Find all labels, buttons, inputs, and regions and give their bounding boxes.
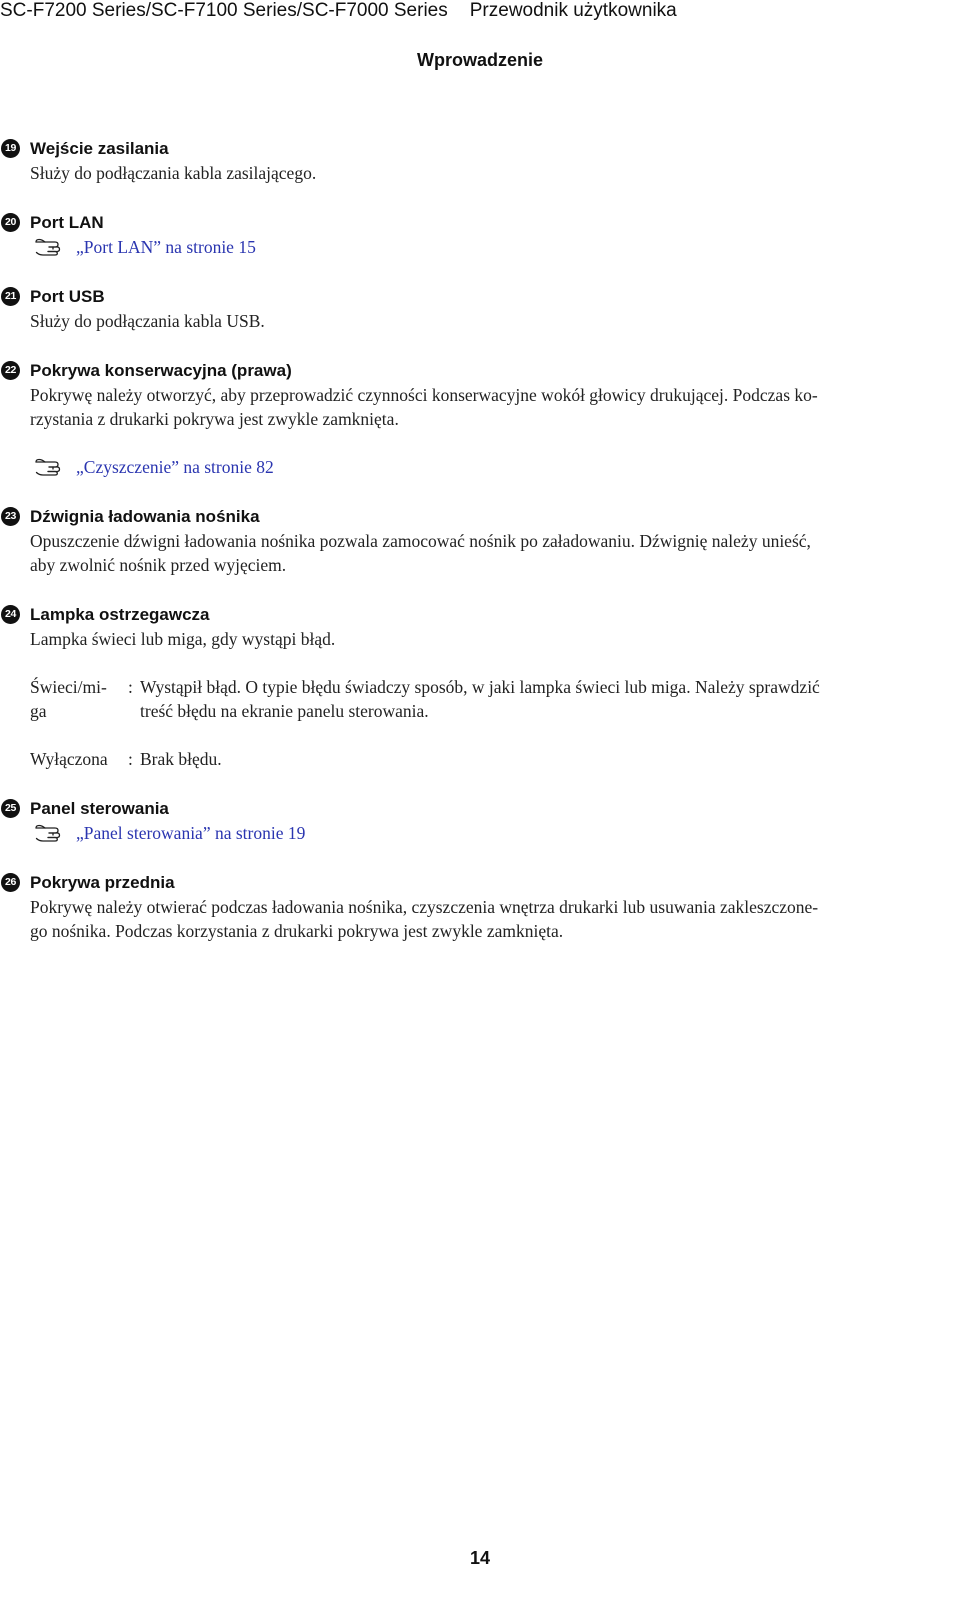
running-header xyxy=(0,0,677,22)
item-number-badge: 26 xyxy=(1,873,20,892)
status-term-line: Wyłączona xyxy=(30,749,108,769)
item-title: Port LAN xyxy=(30,213,104,232)
cross-reference-link[interactable]: „Port LAN” na stronie 15 xyxy=(76,237,256,257)
item-description xyxy=(30,383,955,431)
cross-reference-link[interactable]: „Czyszczenie” na stronie 82 xyxy=(76,457,274,477)
item-number-badge: 22 xyxy=(1,361,20,380)
item-title: Dźwignia ładowania nośnika xyxy=(30,507,260,526)
item-media-loading-lever xyxy=(0,505,955,577)
status-description-line: Wystąpił błąd. O typie błędu świadczy sposób, w jaki lampka świeci lub miga. Należy sprawdzić xyxy=(140,677,820,697)
item-lan-port xyxy=(0,211,955,259)
status-description-line: Brak błędu. xyxy=(140,749,222,769)
item-number-badge: 19 xyxy=(1,139,20,158)
item-number-badge: 20 xyxy=(1,213,20,232)
status-row-off xyxy=(30,747,955,771)
description-line: aby zwolnić nośnik przed wyjęciem. xyxy=(30,555,287,575)
cross-reference-link[interactable]: „Panel sterowania” na stronie 19 xyxy=(76,823,306,843)
item-description: Służy do podłączania kabla zasilającego. xyxy=(30,163,317,183)
item-alert-light xyxy=(0,603,955,771)
description-line: Pokrywę należy otworzyć, aby przeprowadzić czynności konserwacyjne wokół głowicy drukującej. Podczas ko- xyxy=(30,385,818,405)
header-product: SC-F7200 Series/SC-F7100 Series/SC-F7000 Series xyxy=(0,0,448,21)
item-number-badge: 23 xyxy=(1,507,20,526)
item-description xyxy=(30,895,955,943)
status-term-line: Świeci/mi- xyxy=(30,677,107,697)
item-title: Pokrywa przednia xyxy=(30,873,175,892)
item-title: Wejście zasilania xyxy=(30,139,169,158)
description-line: rzystania z drukarki pokrywa jest zwykle zamknięta. xyxy=(30,409,399,429)
status-term xyxy=(30,675,128,723)
cross-reference xyxy=(30,455,955,479)
pointing-hand-icon xyxy=(30,458,66,476)
cross-reference xyxy=(30,235,955,259)
item-usb-port xyxy=(0,285,955,333)
item-title: Lampka ostrzegawcza xyxy=(30,605,210,624)
item-description xyxy=(30,529,955,577)
item-number-badge: 21 xyxy=(1,287,20,306)
item-number-badge: 24 xyxy=(1,605,20,624)
item-front-cover xyxy=(0,871,955,943)
description-line: Pokrywę należy otwierać podczas ładowania nośnika, czyszczenia wnętrza drukarki lub usuwania zakleszczone- xyxy=(30,897,819,917)
item-description: Lampka świeci lub miga, gdy wystąpi błąd. xyxy=(30,629,336,649)
section-title: Wprowadzenie xyxy=(416,50,543,70)
item-description: Służy do podłączania kabla USB. xyxy=(30,311,265,331)
item-title: Pokrywa konserwacyjna (prawa) xyxy=(30,361,292,380)
item-control-panel xyxy=(0,797,955,845)
status-description xyxy=(140,747,955,771)
status-description xyxy=(140,675,955,723)
item-title: Panel sterowania xyxy=(30,799,169,818)
page-number: 14 xyxy=(469,1548,491,1568)
item-power-inlet xyxy=(0,137,955,185)
document-body xyxy=(0,137,955,969)
header-guide: Przewodnik użytkownika xyxy=(469,0,677,21)
status-colon: : xyxy=(128,749,133,769)
description-line: Opuszczenie dźwigni ładowania nośnika pozwala zamocować nośnik po załadowaniu. Dźwignię należy unieść, xyxy=(30,531,811,551)
item-maintenance-cover-right xyxy=(0,359,955,479)
cross-reference xyxy=(30,821,955,845)
status-table xyxy=(30,675,955,771)
item-number-badge: 25 xyxy=(1,799,20,818)
pointing-hand-icon xyxy=(30,824,66,842)
description-line: go nośnika. Podczas korzystania z drukarki pokrywa jest zwykle zamknięta. xyxy=(30,921,564,941)
item-title: Port USB xyxy=(30,287,105,306)
status-colon: : xyxy=(128,677,133,697)
status-row-on-flashing xyxy=(30,675,955,723)
status-term xyxy=(30,747,128,771)
status-term-line: ga xyxy=(30,701,47,721)
status-description-line: treść błędu na ekranie panelu sterowania. xyxy=(140,701,429,721)
pointing-hand-icon xyxy=(30,238,66,256)
